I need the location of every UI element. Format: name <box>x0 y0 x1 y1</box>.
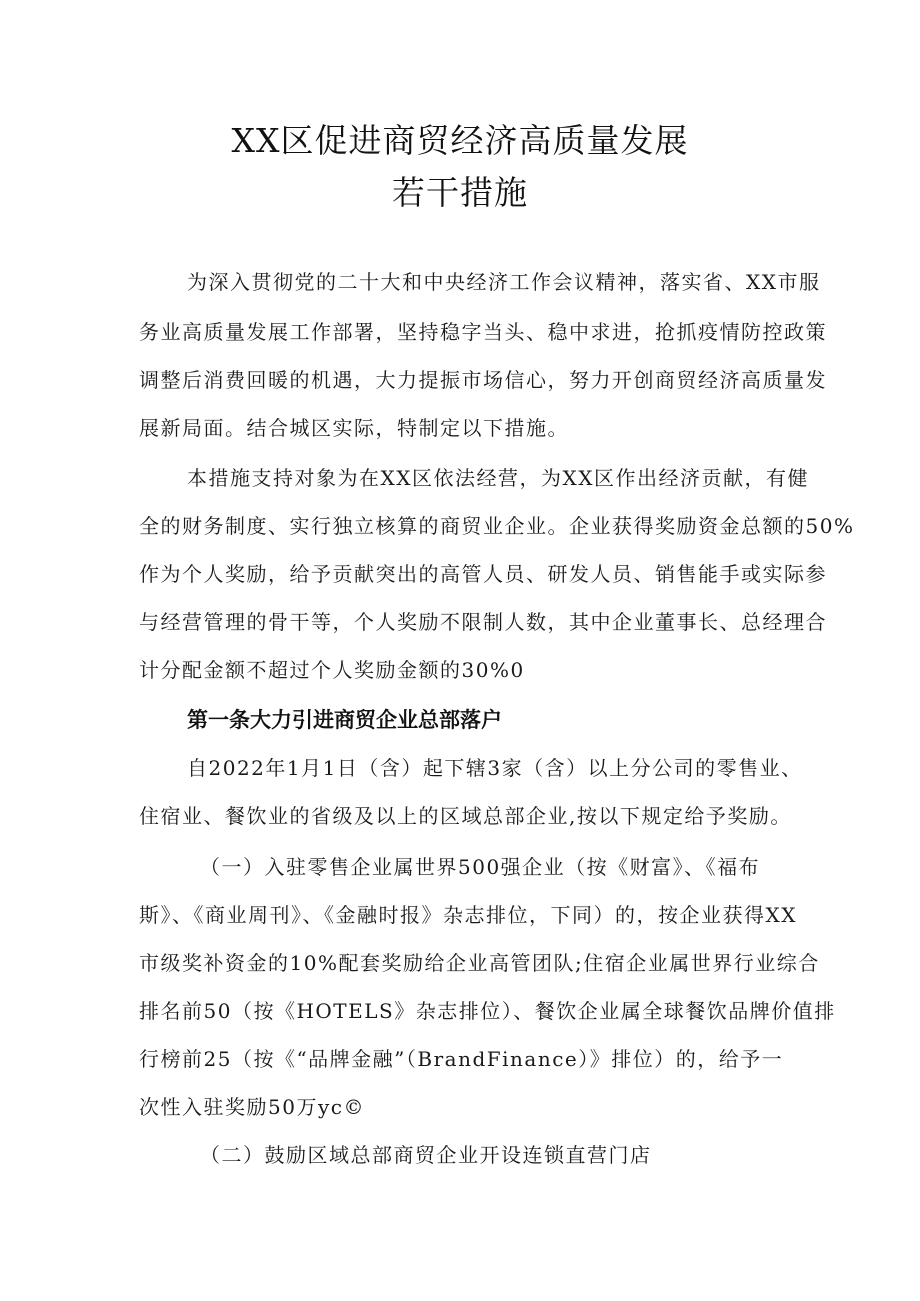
scope-line-4: 与经营管理的骨干等，个人奖励不限制人数，其中企业董事长、总经理合 <box>139 610 827 634</box>
item2-line: （二）鼓励区域总部商贸企业开设连锁直营门店 <box>200 1143 652 1167</box>
intro-line-4: 展新局面。结合城区实际，特制定以下措施。 <box>139 416 569 440</box>
document-title-line2: 若干措施 <box>392 173 528 212</box>
article1-heading: 第一条大力引进商贸企业总部落户 <box>187 708 502 732</box>
item1-line-6: 次性入驻奖励50万yc© <box>139 1095 365 1119</box>
scope-line-5: 计分配金额不超过个人奖励金额的30%0 <box>139 658 525 682</box>
item1-line-3: 市级奖补资金的10%配套奖励给企业高管团队;住宿企业属世界行业综合 <box>139 951 820 975</box>
scope-line-1: 本措施支持对象为在XX区依法经营，为XX区作出经济贡献，有健 <box>187 466 809 490</box>
intro-line-1: 为深入贯彻党的二十大和中央经济工作会议精神，落实省、XX市服 <box>187 270 821 294</box>
intro-line-3: 调整后消费回暖的机遇，大力提振市场信心，努力开创商贸经济高质量发 <box>139 368 827 392</box>
item1-line-2: 斯》、《商业周刊》、《金融时报》杂志排位，下同）的，按企业获得XX <box>139 903 797 927</box>
item1-line-5: 行榜前25（按《“品牌金融”（BrandFinance）》排位）的，给予一 <box>139 1047 784 1071</box>
article1-line-2: 住宿业、餐饮业的省级及以上的区域总部企业,按以下规定给予奖励。 <box>139 804 792 828</box>
scope-line-2: 全的财务制度、实行独立核算的商贸业企业。企业获得奖励资金总额的50% <box>139 514 855 538</box>
intro-line-2: 务业高质量发展工作部署，坚持稳字当头、稳中求进，抢抓疫情防控政策 <box>139 320 827 344</box>
item1-line-1: （一）入驻零售企业属世界500强企业（按《财富》、《福布 <box>200 855 761 879</box>
scope-line-3: 作为个人奖励，给予贡献突出的高管人员、研发人员、销售能手或实际参 <box>139 562 827 586</box>
document-title-line1: XX区促进商贸经济高质量发展 <box>231 121 689 160</box>
item1-line-4: 排名前50（按《HOTELS》杂志排位）、餐饮企业属全球餐饮品牌价值排 <box>139 999 836 1023</box>
article1-line-1: 自2022年1月1日（含）起下辖3家（含）以上分公司的零售业、 <box>187 756 803 780</box>
